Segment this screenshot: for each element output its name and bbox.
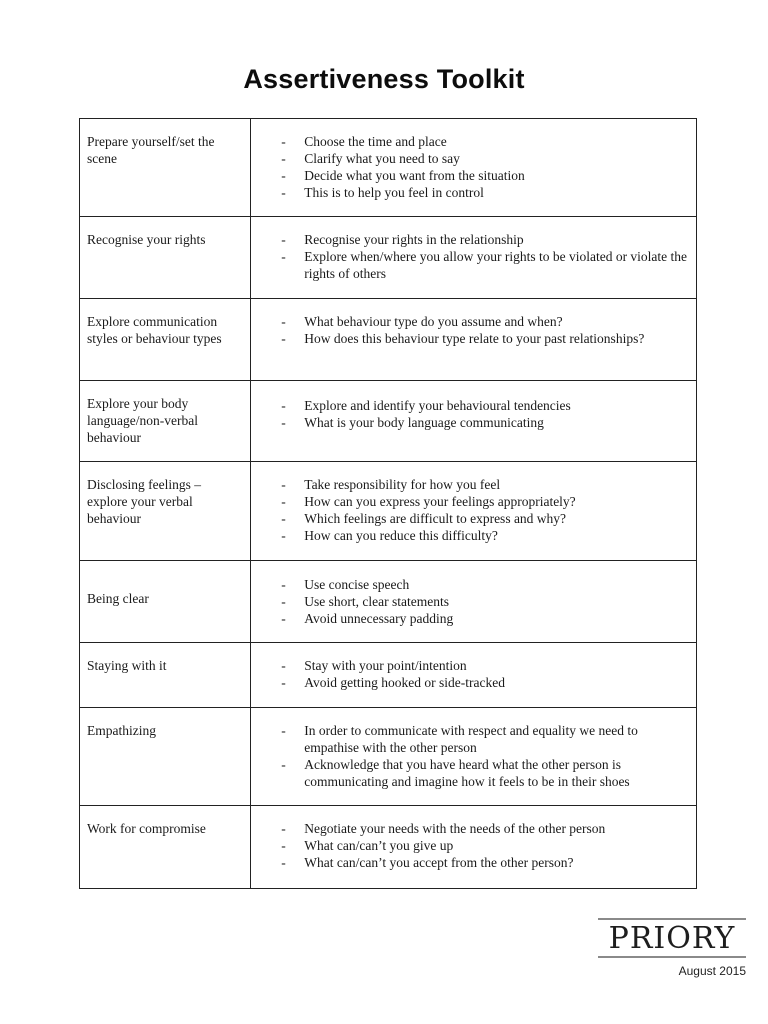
point-item: - Stay with your point/intention (251, 657, 688, 674)
point-item: - Clarify what you need to say (251, 150, 688, 167)
point-item: - Which feelings are difficult to express and why? (251, 510, 688, 527)
points-cell (251, 561, 697, 643)
points-list (251, 657, 688, 691)
points-cell (251, 708, 697, 806)
points-cell (251, 643, 697, 708)
points-list (251, 133, 688, 201)
toolkit-row-styles (80, 299, 697, 381)
toolkit-table (79, 118, 697, 889)
toolkit-row-empathizing (80, 708, 697, 806)
points-list (251, 820, 688, 871)
point-item: - Use short, clear statements (251, 593, 688, 610)
points-cell (251, 119, 697, 217)
point-item: - Use concise speech (251, 576, 688, 593)
point-item: - How does this behaviour type relate to your past relationships? (251, 330, 688, 347)
toolkit-row-feelings (80, 462, 697, 561)
points-list (251, 722, 688, 790)
points-list (251, 476, 688, 544)
topic-cell: Recognise your rights (80, 217, 251, 299)
topic-cell: Explore communication styles or behaviour types (80, 299, 251, 381)
toolkit-row-staying (80, 643, 697, 708)
point-item: - Avoid getting hooked or side-tracked (251, 674, 688, 691)
points-cell (251, 806, 697, 889)
logo-wordmark: PRIORY (608, 921, 736, 956)
point-item: - Acknowledge that you have heard what the other person is communicating and imagine how it feels to be in their shoes (251, 756, 688, 790)
topic-cell: Work for compromise (80, 806, 251, 889)
points-cell (251, 217, 697, 299)
point-item: - In order to communicate with respect and equality we need to empathise with the other person (251, 722, 688, 756)
topic-cell: Prepare yourself/set the scene (80, 119, 251, 217)
point-item: - Explore and identify your behavioural tendencies (251, 397, 688, 414)
topic-cell: Explore your body language/non-verbal behaviour (80, 381, 251, 462)
toolkit-row-rights (80, 217, 697, 299)
point-item: - What can/can’t you accept from the other person? (251, 854, 688, 871)
point-item: - How can you reduce this difficulty? (251, 527, 688, 544)
topic-cell: Empathizing (80, 708, 251, 806)
logo-rule-top (598, 918, 746, 920)
points-list (251, 397, 688, 431)
point-item: - This is to help you feel in control (251, 184, 688, 201)
points-cell (251, 299, 697, 381)
topic-cell: Staying with it (80, 643, 251, 708)
logo-rule-bottom (598, 956, 746, 958)
points-cell (251, 381, 697, 462)
point-item: - Avoid unnecessary padding (251, 610, 688, 627)
point-item: - Recognise your rights in the relationship (251, 231, 688, 248)
toolkit-row-being-clear (80, 561, 697, 643)
point-item: - Choose the time and place (251, 133, 688, 150)
points-list (251, 231, 688, 282)
toolkit-row-body-language (80, 381, 697, 462)
point-item: - Decide what you want from the situation (251, 167, 688, 184)
page-title: Assertiveness Toolkit (243, 64, 525, 94)
point-item: - What can/can’t you give up (251, 837, 688, 854)
points-list (251, 576, 688, 627)
toolkit-row-prepare (80, 119, 697, 217)
footer-date: August 2015 (678, 964, 746, 978)
priory-logo (598, 918, 746, 960)
point-item: - How can you express your feelings appropriately? (251, 493, 688, 510)
point-item: - What behaviour type do you assume and when? (251, 313, 688, 330)
point-item: - What is your body language communicating (251, 414, 688, 431)
topic-cell: Being clear (80, 561, 251, 643)
points-list (251, 313, 688, 347)
toolkit-row-compromise (80, 806, 697, 889)
point-item: - Take responsibility for how you feel (251, 476, 688, 493)
point-item: - Explore when/where you allow your rights to be violated or violate the rights of others (251, 248, 688, 282)
point-item: - Negotiate your needs with the needs of the other person (251, 820, 688, 837)
topic-cell: Disclosing feelings – explore your verbal behaviour (80, 462, 251, 561)
points-cell (251, 462, 697, 561)
